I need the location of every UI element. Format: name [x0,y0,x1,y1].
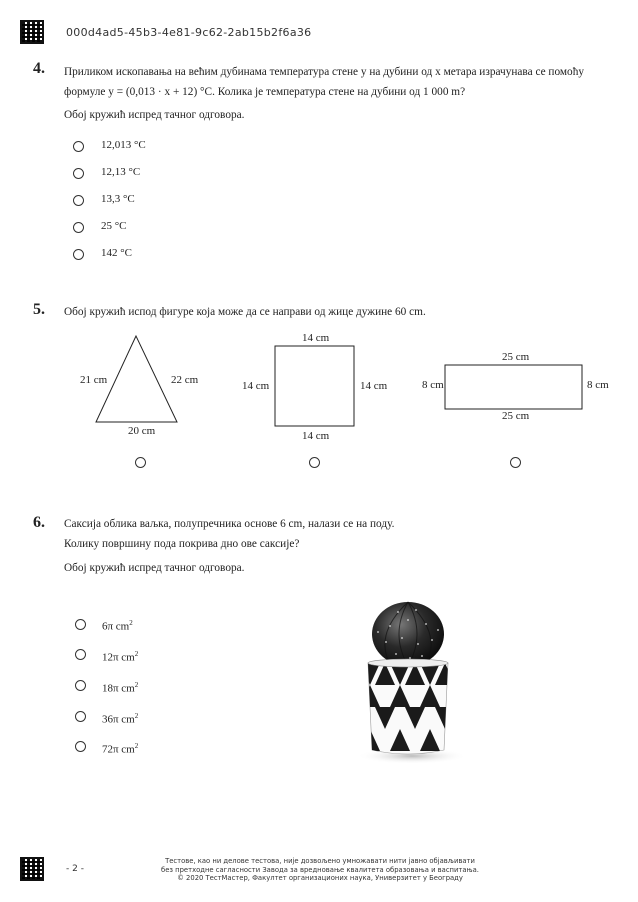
footer-line1: Тестове, као ни делове тестова, није дозвољено умножавати нити јавно објављивати [165,857,475,865]
rectangle-top-label: 25 cm [502,351,530,363]
q6-option-exponent: 2 [134,742,139,750]
copyright-notice [150,857,490,883]
q6-option-label [102,742,138,756]
footer-line2: без претходне сагласности Завода за вредновање квалитета образовања и васпитања. [161,865,479,874]
q4-option-label: 13,3 °C [101,193,135,205]
q6-option-label [102,650,138,664]
triangle-radio[interactable] [135,457,146,468]
q6-option-text: 36π cm [102,713,135,726]
q6-option-exponent: 2 [129,619,133,627]
cactus-pot-image [350,598,470,768]
q4-option-radio[interactable] [73,195,84,206]
rectangle-right-label: 8 cm [587,379,609,391]
page-number: - 2 - [66,864,84,874]
q6-option-label [102,712,138,726]
question-4-text [64,62,624,102]
square-top-label: 14 cm [302,332,330,344]
question-6-instruction: Обој кружић испред тачног одговора. [64,562,245,574]
question-4-number: 4. [33,60,45,77]
q4-option-radio[interactable] [73,168,84,179]
q6-option-radio[interactable] [75,741,86,752]
square-shape [275,346,354,426]
rectangle-shape [445,365,582,409]
q6-option-radio[interactable] [75,619,86,630]
rectangle-radio[interactable] [510,457,521,468]
q6-option-text: 6π cm [102,620,130,633]
rectangle-left-label: 8 cm [422,379,444,391]
q4-option-label: 25 °C [101,220,127,232]
question-4-instruction: Обој кружић испред тачног одговора. [64,109,245,121]
triangle-right-label: 22 cm [171,374,199,386]
q6-option-exponent: 2 [134,712,139,720]
q6-option-exponent: 2 [134,650,139,658]
triangle-shape [96,336,177,422]
question-6-line2: Колику површину пода покрива дно ове саксије? [64,538,300,550]
qr-code-bottom [20,857,44,881]
square-left-label: 14 cm [242,380,270,392]
q6-option-radio[interactable] [75,711,86,722]
triangle-left-label: 21 cm [80,374,108,386]
question-5-text: Обој кружић испод фигуре која може да се направи од жице дужине 60 cm. [64,306,426,318]
q4-option-radio[interactable] [73,222,84,233]
square-right-label: 14 cm [360,380,388,392]
question-4-line1: Приликом ископавања на већим дубинама температура стене y на дубини од x метара израчунава се помоћу [64,66,585,78]
q6-option-exponent: 2 [134,681,139,689]
q4-option-label: 142 °C [101,247,132,259]
q6-option-text: 18π cm [102,682,135,695]
rectangle-bottom-label: 25 cm [502,410,530,422]
q6-option-text: 72π cm [102,743,135,756]
square-radio[interactable] [309,457,320,468]
q6-option-radio[interactable] [75,680,86,691]
document-id: 000d4ad5-45b3-4e81-9c62-2ab15b2f6a36 [66,26,312,39]
square-bottom-label: 14 cm [302,430,330,442]
q4-option-radio[interactable] [73,141,84,152]
q4-option-label: 12,13 °C [101,166,141,178]
q6-option-text: 12π cm [102,651,135,664]
q6-option-label [102,681,138,695]
question-6-text [64,514,584,554]
question-6-number: 6. [33,514,45,531]
triangle-bottom-label: 20 cm [128,425,156,437]
question-4-line2: формуле y = (0,013 · x + 12) °C. Колика је температура стене на дубини од 1 000 m? [64,86,466,98]
q4-option-label: 12,013 °C [101,139,146,151]
question-5-number: 5. [33,301,45,318]
footer-line3: © 2020 ТестМастер, Факултет организационих наука, Универзитет у Београду [177,874,463,883]
q4-option-radio[interactable] [73,249,84,260]
q6-option-label [102,619,133,633]
q6-option-radio[interactable] [75,649,86,660]
qr-code-top [20,20,44,44]
question-6-line1: Саксија облика ваљка, полупречника основе 6 cm, налази се на поду. [64,518,395,530]
